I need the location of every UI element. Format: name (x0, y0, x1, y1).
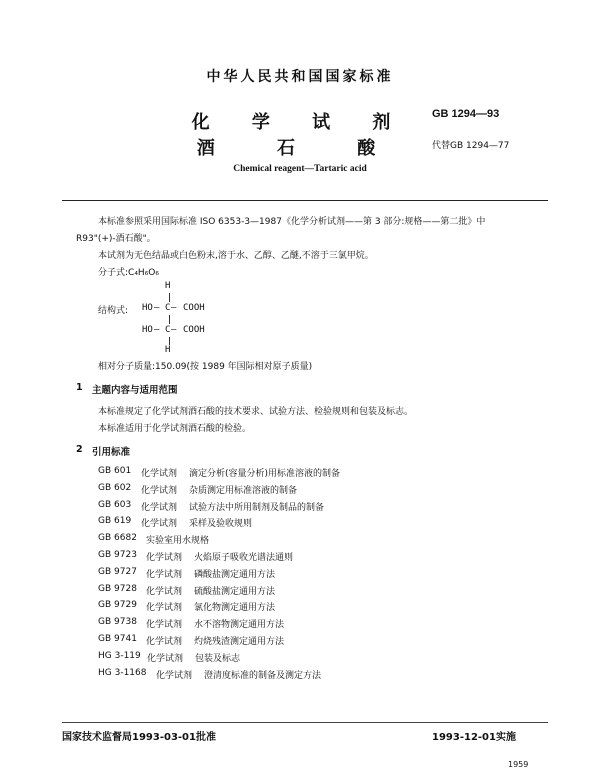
reference-code: GB 9727 (98, 566, 137, 577)
reference-title: 包装及标志 (195, 653, 241, 664)
row2-ho: HO (142, 325, 153, 335)
reference-category: 化学试剂 (146, 586, 183, 597)
reference-title: 氯化物测定通用方法 (194, 603, 276, 614)
row2-carbon: C (165, 325, 171, 335)
reference-title: 滴定分析(容量分析)用标准溶液的制备 (189, 469, 341, 479)
reference-category: 化学试剂 (146, 620, 183, 631)
reference-code: GB 9723 (98, 550, 137, 560)
standard-number: GB 1294—93 (432, 108, 500, 120)
intro-para1-line2: R93"(+)-酒石酸"。 (76, 234, 156, 244)
hydrogen-top: H (165, 281, 171, 291)
reference-code: GB 601 (98, 466, 132, 476)
section2-title: 引用标准 (92, 447, 131, 458)
row1-carbon: C (165, 303, 171, 313)
reference-category: 化学试剂 (146, 637, 183, 647)
reference-code: GB 6682 (98, 533, 137, 544)
title-chinese-line2: 酒 石 酸 (196, 138, 404, 159)
reference-category: 化学试剂 (141, 469, 178, 479)
reference-title: 水不溶物测定通用方法 (194, 620, 285, 631)
page-number: 1959 (508, 760, 529, 769)
footer-divider (62, 722, 548, 723)
reference-code: GB 603 (98, 499, 132, 510)
reference-title: 灼烧残渣测定通用方法 (194, 637, 285, 647)
reference-code: HG 3-119 (98, 650, 141, 661)
bond-top (169, 293, 170, 302)
section1-para1: 本标准规定了化学试剂酒石酸的技术要求、试验方法、检验规则和包装及标志。 (98, 407, 414, 417)
reference-title: 试验方法中所用制剂及制品的制备 (189, 502, 325, 513)
reference-category: 化学试剂 (146, 603, 183, 614)
row1-cooh: COOH (183, 303, 205, 313)
molecular-formula: 分子式:C₄H₆O₆ (98, 268, 159, 278)
reference-code: HG 3-1168 (98, 667, 147, 678)
bond-bottom (169, 337, 170, 345)
bond-middle (169, 315, 170, 324)
reference-category: 化学试剂 (141, 502, 178, 513)
reference-title: 火焰原子吸收光谱法通则 (194, 553, 294, 563)
reference-title: 实验室用水规格 (146, 536, 210, 547)
reference-title: 硫酸盐测定通用方法 (194, 586, 276, 597)
standard-category: 中华人民共和国国家标准 (206, 69, 394, 85)
reference-code: GB 9738 (98, 617, 137, 628)
approval-date: 国家技术监督局1993-03-01批准 (62, 732, 216, 743)
reference-code: GB 9729 (98, 600, 137, 611)
intro-para2: 本试剂为无色结晶或白色粉末,溶于水、乙醇、乙醚,不溶于三氯甲烷。 (98, 251, 374, 261)
title-english: Chemical reagent—Tartaric acid (233, 164, 367, 174)
reference-category: 化学试剂 (146, 569, 183, 580)
reference-code: GB 619 (98, 516, 132, 527)
reference-code: GB 602 (98, 482, 132, 493)
reference-title: 采样及验收规则 (189, 519, 253, 530)
reference-code: GB 9728 (98, 583, 137, 594)
header-divider (62, 200, 548, 201)
section1-title: 主题内容与适用范围 (92, 385, 178, 396)
reference-title: 杂质测定用标准溶液的制备 (189, 485, 298, 496)
reference-title: 磷酸盐测定通用方法 (194, 569, 276, 580)
replaces-standard: 代替GB 1294—77 (432, 141, 510, 151)
row1-ho: HO (142, 303, 153, 313)
structure-label: 结构式: (98, 306, 129, 316)
reference-category: 化学试剂 (141, 485, 178, 496)
reference-category: 化学试剂 (156, 670, 193, 681)
title-chinese-line1: 化 学 试 剂 (191, 112, 409, 133)
hydrogen-bottom: H (165, 345, 171, 355)
row2-cooh: COOH (183, 325, 205, 335)
reference-code: GB 9741 (98, 634, 137, 644)
section2-number: 2 (76, 444, 83, 455)
reference-title: 澄清度标准的制备及测定方法 (204, 670, 322, 681)
section1-number: 1 (76, 382, 83, 393)
implementation-date: 1993-12-01实施 (432, 732, 516, 743)
reference-category: 化学试剂 (146, 553, 183, 563)
reference-category: 化学试剂 (141, 519, 178, 530)
reference-category: 化学试剂 (147, 653, 184, 664)
intro-para1-line1: 本标准参照采用国际标准 ISO 6353-3—1987《化学分析试剂——第 3 部分:规格——第二批》中 (98, 217, 486, 227)
section1-para2: 本标准适用于化学试剂酒石酸的检验。 (98, 424, 252, 434)
molar-mass: 相对分子质量:150.09(按 1989 年国际相对原子质量) (98, 362, 313, 372)
